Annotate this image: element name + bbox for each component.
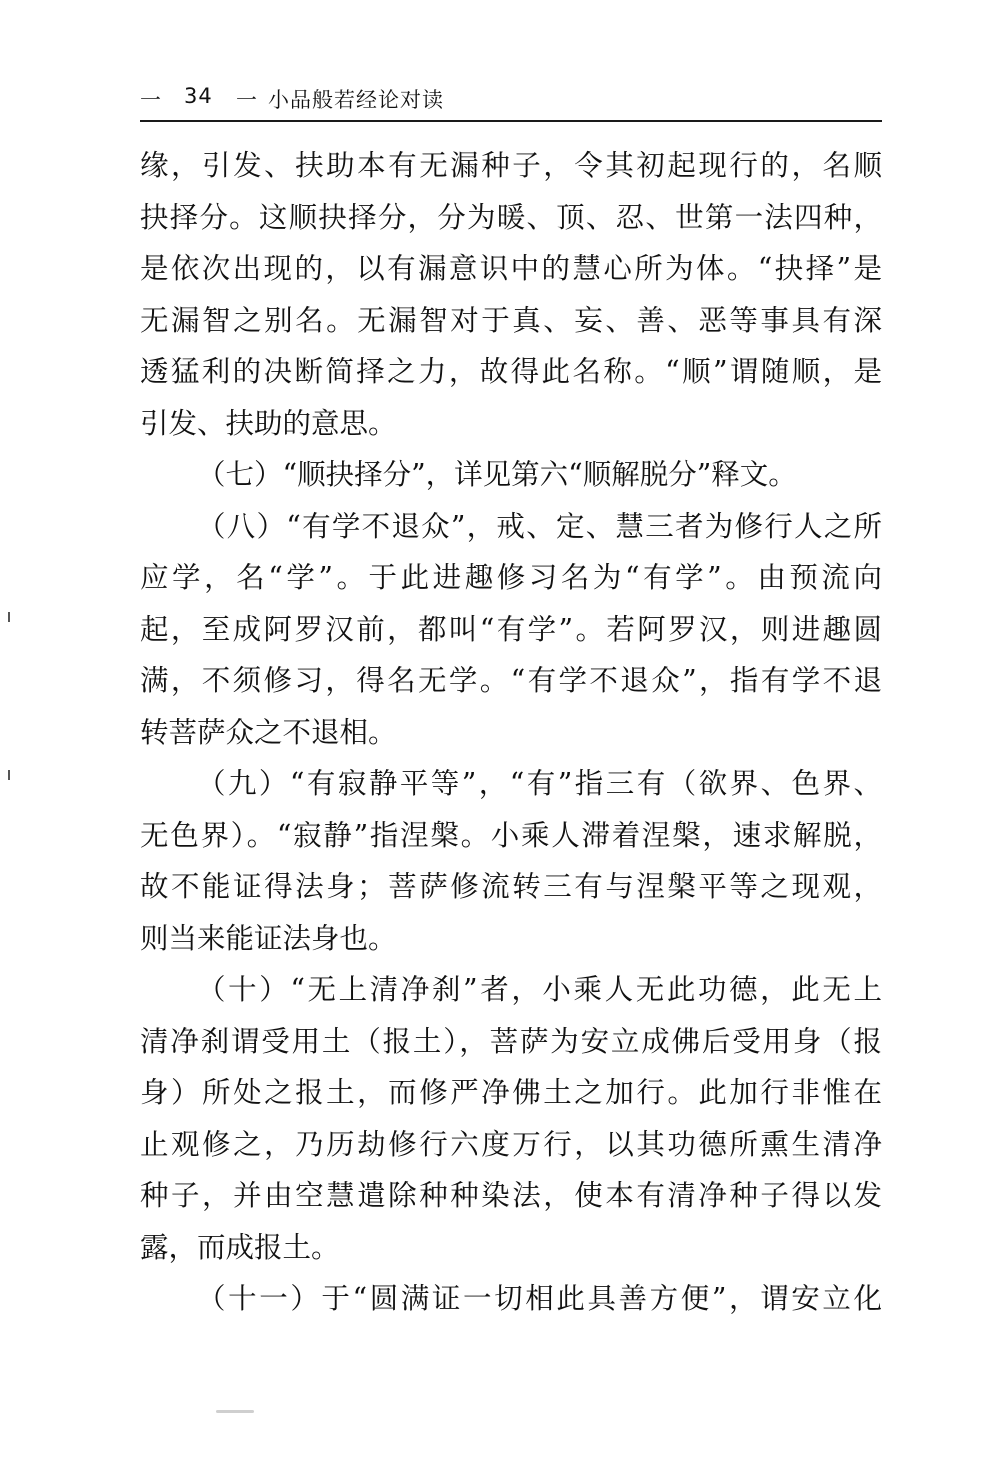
text-line: 透猛利的决断简择之力，故得此名称。“顺”谓随顺，是	[140, 355, 882, 388]
text-line: （十）“无上清净刹”者，小乘人无此功德，此无上	[197, 973, 882, 1006]
text-line: 是依次出现的，以有漏意识中的慧心所为体。“抉择”是	[140, 252, 882, 285]
text-line: 应学，名“学”。于此进趣修习名为“有学”。由预流向	[140, 561, 882, 594]
text-line: （八）“有学不退众”，戒、定、慧三者为修行人之所	[197, 509, 882, 543]
body-text	[140, 140, 882, 1325]
text-line: 无漏智之别名。无漏智对于真、妄、善、恶等事具有深	[140, 303, 882, 337]
running-header	[140, 84, 880, 120]
scan-mark	[8, 612, 10, 622]
text-line: （十一）于“圆满证一切相此具善方便”，谓安立化	[197, 1282, 882, 1315]
text-line: 满，不须修习，得名无学。“有学不退众”，指有学不退	[140, 664, 882, 697]
header-rule	[140, 120, 882, 122]
book-title: 小品般若经论对读	[268, 88, 444, 112]
text-line: （七）“顺抉择分”，详见第六“顺解脱分”释文。	[197, 458, 797, 491]
text-line: 则当来能证法身也。	[140, 921, 397, 955]
scan-smudge	[216, 1410, 254, 1413]
text-line: 种子，并由空慧遣除种种染法，使本有清净种子得以发	[140, 1179, 882, 1212]
text-line: 无色界）。“寂静”指涅槃。小乘人滞着涅槃，速求解脱，	[140, 818, 882, 852]
text-line: 露，而成报土。	[140, 1230, 340, 1264]
text-line: （九）“有寂静平等”，“有”指三有（欲界、色界、	[197, 767, 882, 800]
text-line: 故不能证得法身；菩萨修流转三有与涅槃平等之现观，	[140, 870, 882, 903]
header-dash-left: 一	[140, 88, 162, 112]
text-line: 起，至成阿罗汉前，都叫“有学”。若阿罗汉，则进趣圆	[140, 612, 882, 646]
scan-mark	[8, 770, 10, 780]
text-line: 转菩萨众之不退相。	[140, 715, 397, 749]
page-number: 34	[184, 84, 213, 108]
text-line: 止观修之，乃历劫修行六度万行，以其功德所熏生清净	[140, 1127, 882, 1161]
text-line: 清净刹谓受用土（报土），菩萨为安立成佛后受用身（报	[140, 1024, 882, 1058]
text-line: 身）所处之报土，而修严净佛土之加行。此加行非惟在	[140, 1076, 882, 1109]
text-line: 缘，引发、扶助本有无漏种子，令其初起现行的，名顺	[140, 149, 882, 182]
text-line: 抉择分。这顺抉择分，分为暖、顶、忍、世第一法四种，	[140, 200, 882, 234]
text-line: 引发、扶助的意思。	[140, 406, 397, 440]
header-dash-right: 一	[236, 88, 258, 112]
